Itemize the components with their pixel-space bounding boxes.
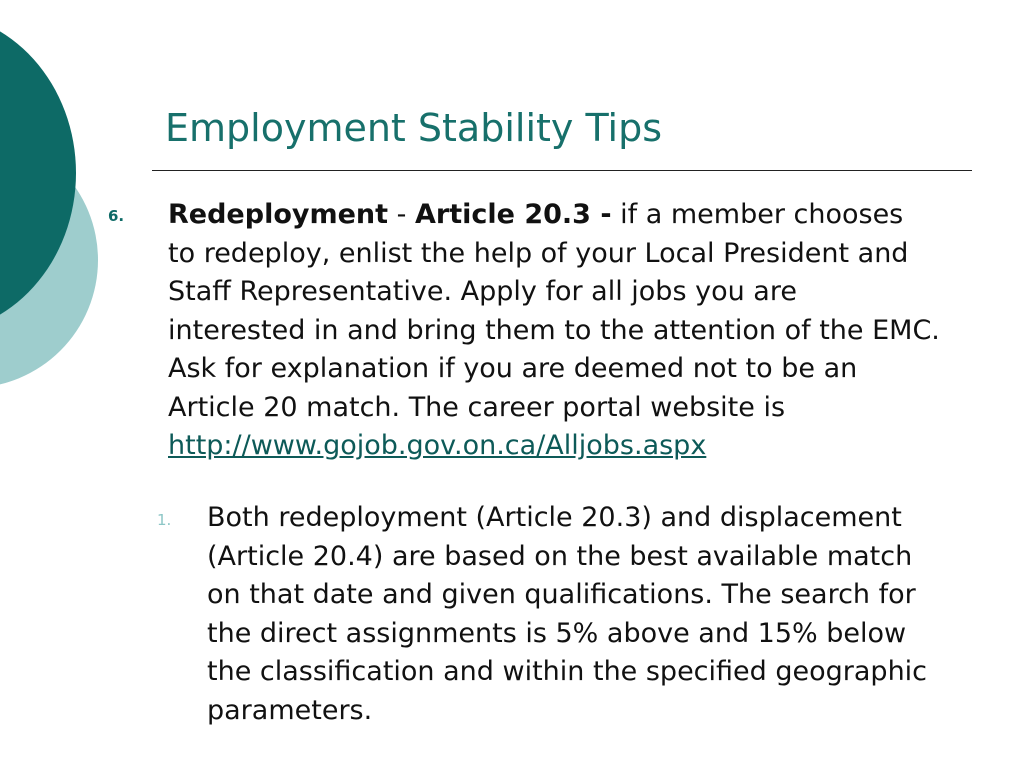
term-redeployment: Redeployment <box>168 199 389 230</box>
paragraph-line: the direct assignments is 5% above and 15% below <box>207 617 907 649</box>
paragraph-line: Staff Representative. Apply for all jobs you are <box>168 276 797 307</box>
article-reference: Article 20.3 - <box>414 199 612 230</box>
paragraph-line: (Article 20.4) are based on the best available match <box>207 540 913 572</box>
list-number-marker: 1. <box>157 511 172 529</box>
paragraph-line: Ask for explanation if you are deemed not to be an <box>168 353 858 384</box>
paragraph-line: interested in and bring them to the attention of the EMC. <box>168 314 940 346</box>
paragraph-line <box>168 427 1008 466</box>
paragraph-line: the classification and within the specified geographic <box>207 656 928 687</box>
slide-title: Employment Stability Tips <box>165 106 662 150</box>
title-divider <box>152 170 972 171</box>
paragraph-line <box>168 196 1008 235</box>
term-separator: - <box>388 199 415 230</box>
paragraph-line: to redeploy, enlist the help of your Local President and <box>168 237 909 269</box>
paragraph-line: Article 20 match. The career portal website is <box>168 391 786 423</box>
career-portal-link[interactable]: http://www.gojob.gov.on.ca/Alljobs.aspx <box>168 430 707 461</box>
list-item-match-details <box>157 499 1007 730</box>
list-item-redeployment <box>108 196 1008 466</box>
list-number-marker: 6. <box>108 207 125 225</box>
paragraph-line: parameters. <box>207 694 373 726</box>
paragraph-line: Both redeployment (Article 20.3) and displacement <box>207 502 902 533</box>
paragraph-line: on that date and given qualifications. The search for <box>207 579 916 610</box>
paragraph-text: if a member chooses <box>611 199 904 230</box>
